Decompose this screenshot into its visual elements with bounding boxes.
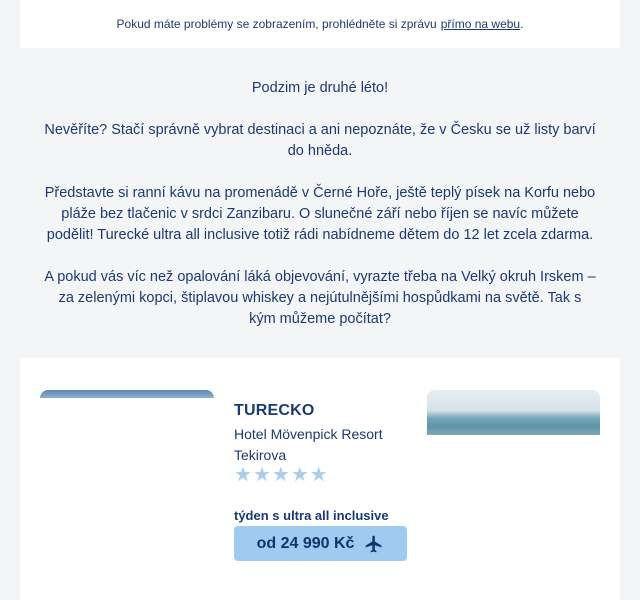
offer-card[interactable] — [20, 358, 620, 600]
display-problem-notice: Pokud máte problémy se zobrazením, prohlédněte si zprávu — [116, 17, 437, 31]
intro-paragraph-3: A pokud vás víc než opalování láká objevování, vyrazte třeba na Velký okruh Irskem – za zelenými kopci, štiplavou whiskey a nejútulnějšími hospůdkami na světě. Tak s kým můžeme počítat? — [44, 269, 596, 327]
offer-price: od 24 990 Kč — [256, 534, 355, 552]
intro-headline: Podzim je druhé léto! — [251, 80, 389, 96]
airplane-icon — [364, 534, 384, 554]
offer-photo-left[interactable] — [40, 390, 214, 398]
offer-destination[interactable]: TURECKO — [234, 402, 315, 419]
star-icon: ★ — [271, 464, 290, 486]
offer-board-plan: týden s ultra all inclusive — [234, 508, 389, 523]
offer-price-button[interactable] — [234, 526, 407, 561]
intro-paragraph-1: Nevěříte? Stačí správně vybrat destinaci a ani nepoznáte, že v Česku se už listy barví do hněda. — [44, 122, 596, 159]
intro-paragraph-2: Představte si ranní kávu na promenádě v Černé Hoře, ještě teplý písek na Korfu nebo pláže bez tlačenic v srdci Zanzibaru. O slunečné září nebo říjen se navíc můžete podělit! Turecké ultra all inclusive totiž rádi nabídneme dětem do 12 let zcela zdarma. — [44, 185, 596, 243]
notice-trailing-dot: . — [520, 17, 524, 31]
offer-photo-right[interactable] — [427, 390, 600, 435]
offer-hotel-name[interactable]: Hotel Mövenpick Resort Tekirova — [234, 426, 383, 463]
intro-section — [20, 48, 620, 358]
star-icon: ★ — [252, 464, 271, 486]
star-icon: ★ — [309, 464, 328, 486]
star-icon: ★ — [290, 464, 309, 486]
web-version-bar — [20, 0, 620, 48]
offer-star-rating — [234, 465, 328, 485]
view-on-web-link[interactable]: přímo na webu — [440, 17, 521, 31]
star-icon: ★ — [234, 464, 252, 486]
